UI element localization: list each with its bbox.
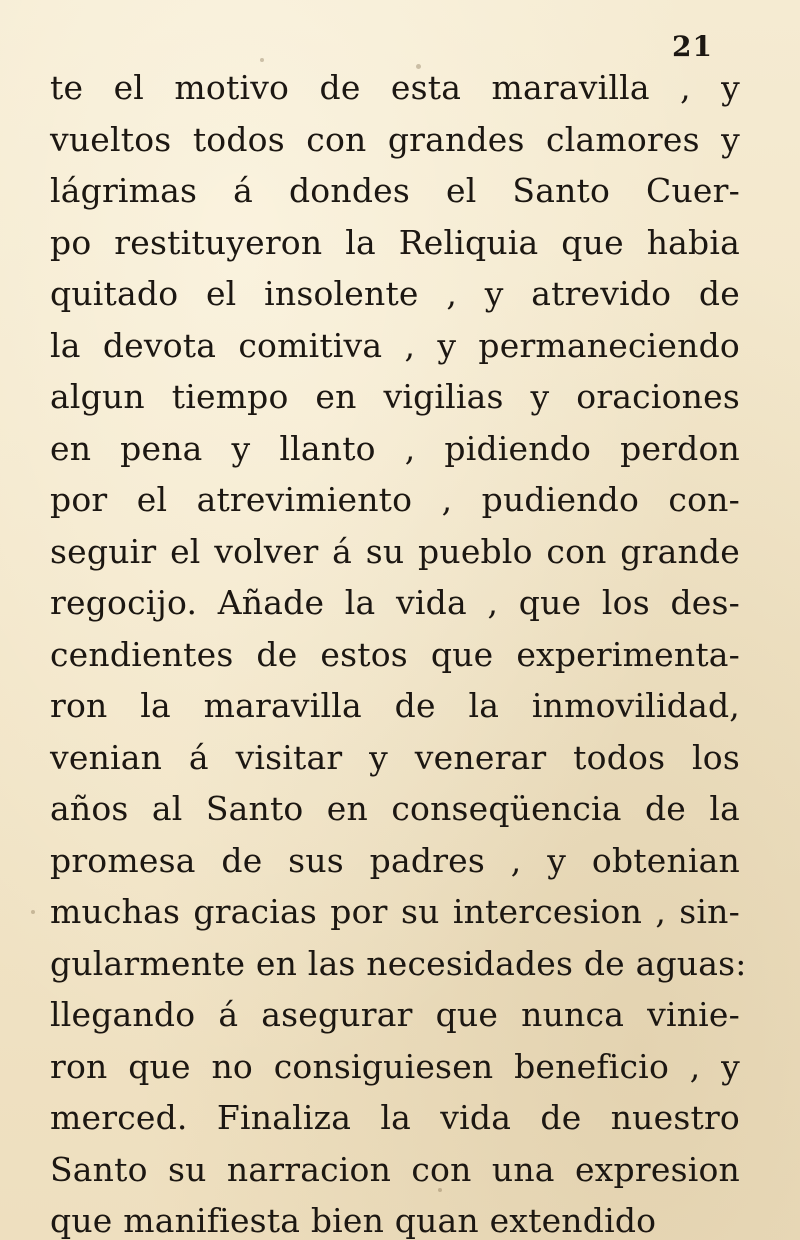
text-line: gularmente en las necesidades de aguas: xyxy=(50,943,747,983)
text-line: en pena y llanto , pidiendo perdon xyxy=(50,428,740,468)
text-line: ron que no consiguiesen beneficio , y xyxy=(50,1046,740,1086)
text-line: ron la maravilla de la inmovilidad, xyxy=(50,686,740,725)
text-line: cendientes de estos que experimenta- xyxy=(50,634,740,674)
text-line: la devota comitiva , y permaneciendo xyxy=(50,325,740,365)
text-line: seguir el volver á su pueblo con grande xyxy=(50,531,740,571)
paper-speck xyxy=(31,910,35,914)
text-line: que manifiesta bien quan extendido xyxy=(50,1201,657,1240)
text-line: promesa de sus padres , y obtenian xyxy=(50,840,740,880)
text-line: algun tiempo en vigilias y oraciones xyxy=(50,377,740,416)
text-line: por el atrevimiento , pudiendo con- xyxy=(50,480,740,519)
text-line: Santo su narracion con una expresion xyxy=(50,1149,740,1189)
text-line: quitado el insolente , y atrevido de xyxy=(50,274,740,313)
text-line: merced. Finaliza la vida de nuestro xyxy=(50,1098,740,1137)
text-line: regocijo. Añade la vida , que los des- xyxy=(50,583,740,622)
text-line: muchas gracias por su intercesion , sin- xyxy=(50,892,740,931)
page-number: 21 xyxy=(672,30,713,63)
text-line: vueltos todos con grandes clamores y xyxy=(50,119,740,159)
text-line: po restituyeron la Reliquia que habia xyxy=(50,222,740,262)
text-line: años al Santo en conseqüencia de la xyxy=(50,789,740,828)
text-line: llegando á asegurar que nunca vinie- xyxy=(50,995,740,1034)
text-line: lágrimas á dondes el Santo Cuer- xyxy=(50,171,740,210)
text-line: te el motivo de esta maravilla , y xyxy=(50,68,740,107)
body-text xyxy=(50,62,747,1240)
text-line: venian á visitar y venerar todos los xyxy=(50,737,740,777)
